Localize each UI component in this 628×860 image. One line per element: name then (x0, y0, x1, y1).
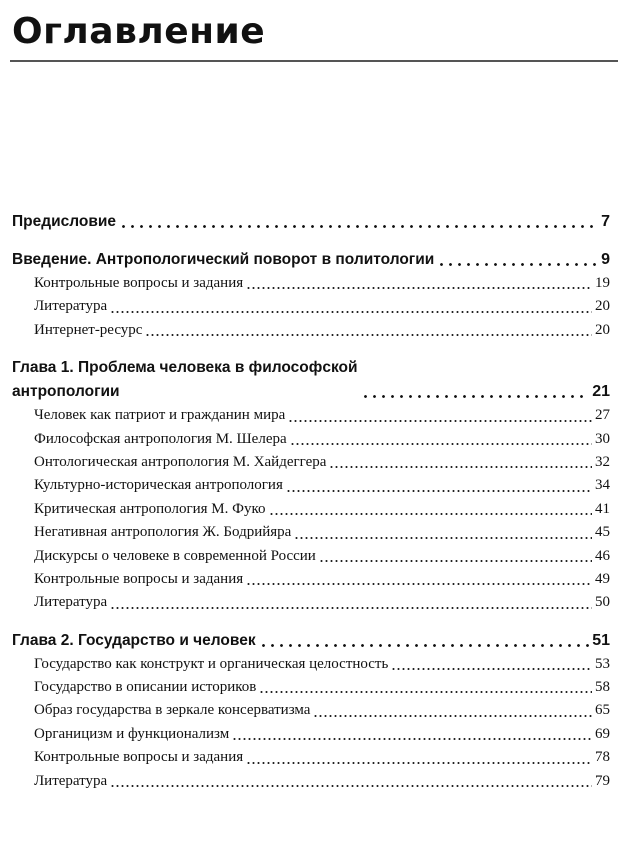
dot-leader (361, 380, 590, 404)
page-title: Оглавление (12, 11, 266, 52)
toc-subentry[interactable] (12, 591, 610, 614)
toc-section (12, 356, 610, 615)
toc-subentry[interactable] (12, 428, 610, 451)
chapter-title (12, 356, 358, 404)
dot-leader (288, 404, 592, 427)
dot-leader (246, 568, 592, 591)
toc-subentry[interactable] (12, 319, 610, 342)
page-number: 69 (595, 725, 610, 742)
subentry-title: Контрольные вопросы и задания (34, 274, 244, 291)
toc-subentry[interactable] (12, 272, 610, 295)
page-number: 45 (595, 524, 610, 541)
subentry-title: Литература (34, 298, 108, 315)
dot-leader (246, 272, 592, 295)
dot-leader (329, 451, 592, 474)
toc-subentry[interactable] (12, 746, 610, 769)
toc-chapter-entry[interactable] (12, 629, 610, 653)
page-number: 32 (595, 453, 610, 470)
chapter-title-line: Глава 1. Проблема человека в философской (12, 359, 358, 377)
dot-leader (119, 210, 598, 234)
toc-subentry[interactable] (12, 653, 610, 676)
subentry-title: Интернет-ресурс (34, 321, 143, 338)
page-number: 79 (595, 772, 610, 789)
dot-leader (110, 295, 592, 318)
subentry-title: Философская антропология М. Шелера (34, 430, 287, 447)
subentry-title: Контрольные вопросы и задания (34, 570, 244, 587)
dot-leader (286, 474, 592, 497)
subentry-title: Литература (34, 594, 108, 611)
toc-subentry[interactable] (12, 676, 610, 699)
toc-subentry[interactable] (12, 568, 610, 591)
page-number: 46 (595, 547, 610, 564)
toc-subentry[interactable] (12, 498, 610, 521)
dot-leader (246, 746, 592, 769)
page-number: 27 (595, 407, 610, 424)
toc-section (12, 210, 610, 234)
page-number: 41 (595, 500, 610, 517)
page-number: 9 (601, 251, 610, 268)
chapter-title-line: антропологии (12, 383, 120, 401)
dot-leader (294, 521, 592, 544)
toc-subentry[interactable] (12, 699, 610, 722)
toc-chapter-entry[interactable] (12, 356, 610, 404)
subentry-title: Образ государства в зеркале консерватизма (34, 702, 311, 719)
subentry-title: Контрольные вопросы и задания (34, 749, 244, 766)
page-number: 53 (595, 655, 610, 672)
dot-leader (145, 319, 592, 342)
toc-subentry[interactable] (12, 723, 610, 746)
page-number: 78 (595, 749, 610, 766)
dot-leader (313, 699, 592, 722)
dot-leader (259, 676, 592, 699)
toc-subentry[interactable] (12, 474, 610, 497)
dot-leader (391, 653, 592, 676)
dot-leader (110, 591, 592, 614)
title-divider (10, 60, 618, 62)
dot-leader (290, 428, 592, 451)
subentry-title: Дискурсы о человеке в современной России (34, 547, 316, 564)
chapter-title: Предисловие (12, 213, 117, 230)
page-number: 49 (595, 570, 610, 587)
page-number: 34 (595, 477, 610, 494)
toc-section (12, 248, 610, 342)
subentry-title: Органицизм и функционализм (34, 725, 230, 742)
page-number: 20 (595, 321, 610, 338)
dot-leader (232, 723, 592, 746)
toc-subentry[interactable] (12, 770, 610, 793)
table-of-contents (12, 210, 610, 793)
toc-chapter-entry[interactable] (12, 210, 610, 234)
page-number: 7 (601, 213, 610, 230)
toc-section (12, 629, 610, 793)
dot-leader (259, 629, 590, 653)
dot-leader (269, 498, 593, 521)
page-number: 50 (595, 594, 610, 611)
dot-leader (437, 248, 598, 272)
subentry-title: Критическая антропология М. Фуко (34, 500, 266, 517)
page-number: 58 (595, 679, 610, 696)
subentry-title: Онтологическая антропология М. Хайдеггера (34, 453, 327, 470)
chapter-title: Глава 2. Государство и человек (12, 631, 256, 649)
subentry-title: Литература (34, 772, 108, 789)
page-number: 20 (595, 298, 610, 315)
subentry-title: Государство как конструкт и органическая целостность (34, 655, 389, 672)
page-number: 65 (595, 702, 610, 719)
subentry-title: Государство в описании историков (34, 679, 257, 696)
dot-leader (319, 545, 592, 568)
toc-subentry[interactable] (12, 545, 610, 568)
toc-subentry[interactable] (12, 521, 610, 544)
toc-subentry[interactable] (12, 404, 610, 427)
dot-leader (110, 770, 592, 793)
toc-subentry[interactable] (12, 295, 610, 318)
chapter-title: Введение. Антропологический поворот в политологии (12, 251, 435, 268)
page-number: 30 (595, 430, 610, 447)
subentry-title: Человек как патриот и гражданин мира (34, 407, 286, 424)
subentry-title: Культурно-историческая антропология (34, 477, 283, 494)
page-number: 21 (592, 383, 610, 401)
toc-subentry[interactable] (12, 451, 610, 474)
subentry-title: Негативная антропология Ж. Бодрийяра (34, 524, 292, 541)
page-number: 19 (595, 274, 610, 291)
page-number: 51 (592, 631, 610, 649)
toc-chapter-entry[interactable] (12, 248, 610, 272)
